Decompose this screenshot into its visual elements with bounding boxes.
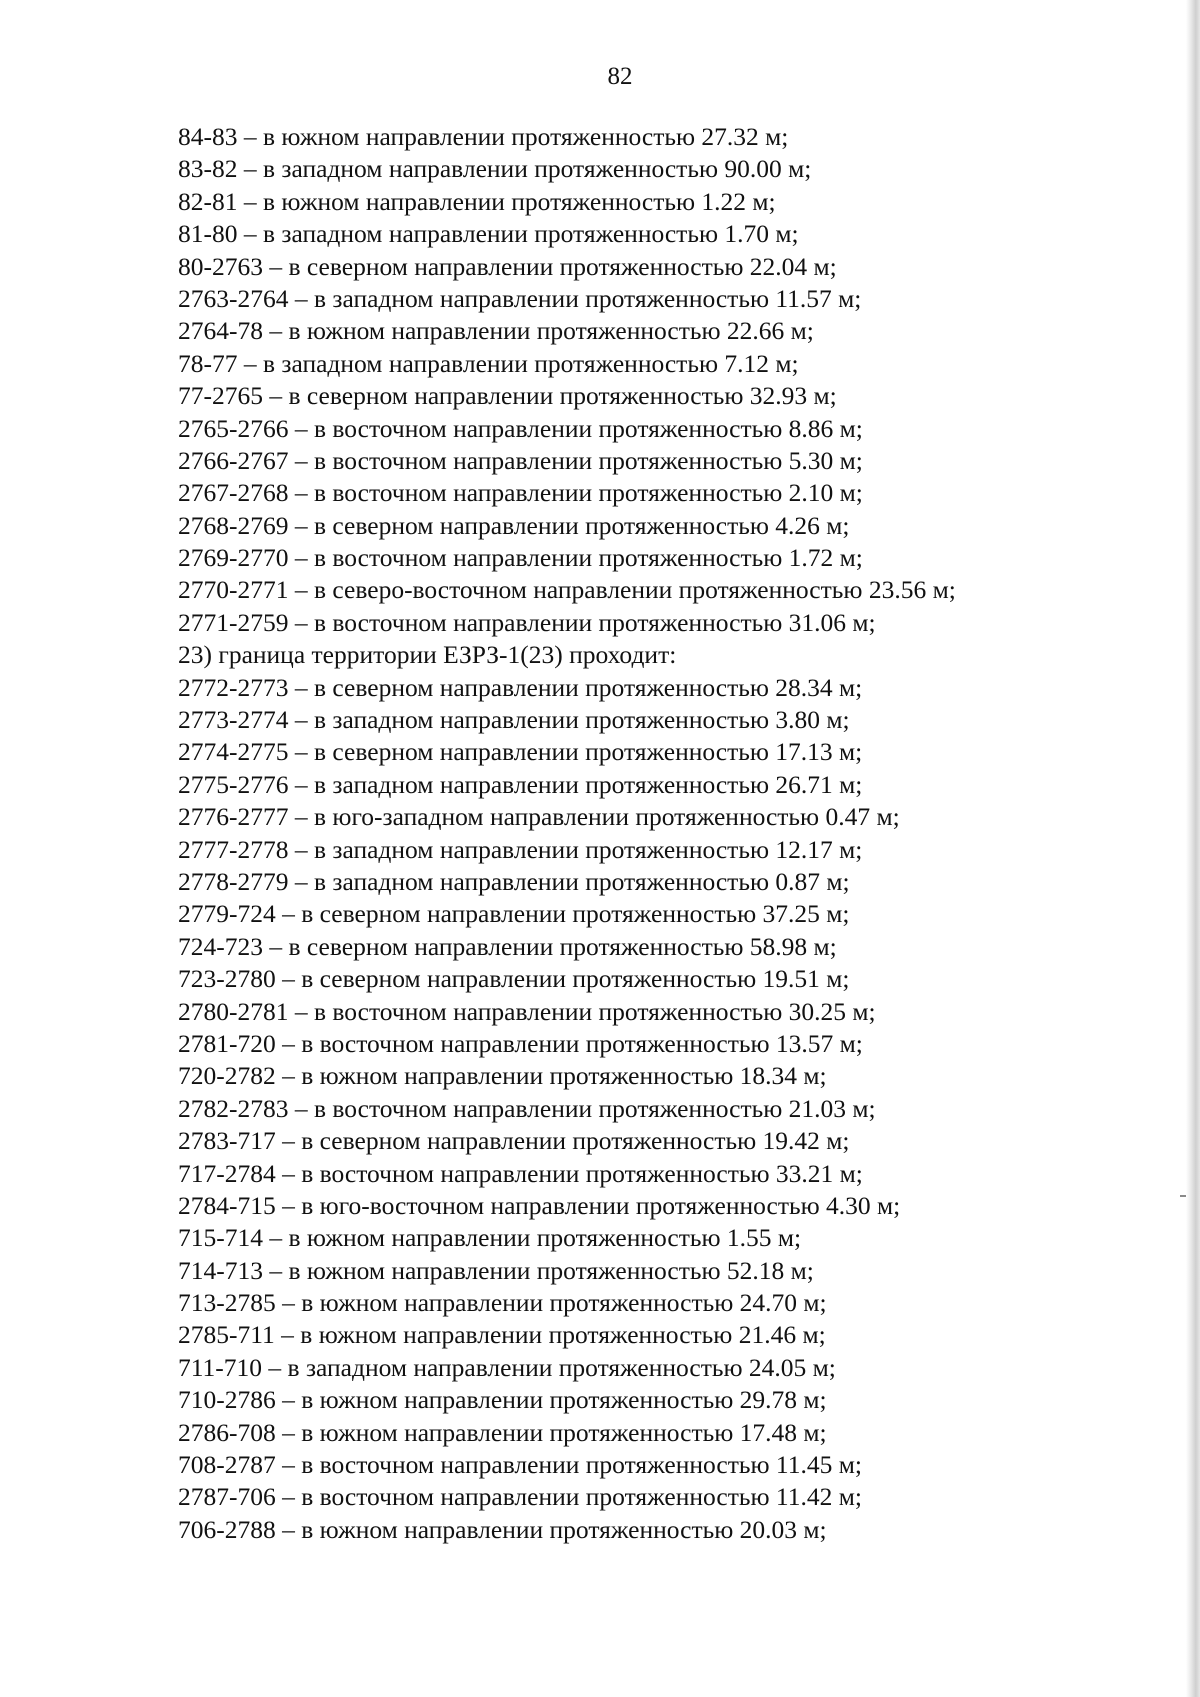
text-line: 708-2787 – в восточном направлении протяженностью 11.45 м; — [178, 1450, 862, 1480]
text-line: 2776-2777 – в юго-западном направлении протяженностью 0.47 м; — [178, 802, 900, 832]
text-line: 84-83 – в южном направлении протяженностью 27.32 м; — [178, 122, 789, 151]
text-line: 2778-2779 – в западном направлении протяженностью 0.87 м; — [178, 866, 850, 896]
text-line: 2769-2770 – в восточном направлении протяженностью 1.72 м; — [178, 543, 863, 573]
text-line: 2780-2781 – в восточном направлении протяженностью 30.25 м; — [178, 996, 876, 1026]
text-line: 713-2785 – в южном направлении протяженностью 24.70 м; — [178, 1288, 827, 1318]
text-line: 2771-2759 – в восточном направлении протяженностью 31.06 м; — [178, 607, 876, 637]
text-line: 2765-2766 – в восточном направлении протяженностью 8.86 м; — [178, 413, 863, 443]
text-line: 81-80 – в западном направлении протяженностью 1.70 м; — [178, 219, 799, 249]
text-line: 715-714 – в южном направлении протяженностью 1.55 м; — [178, 1223, 802, 1253]
text-line: 2785-711 – в южном направлении протяженностью 21.46 м; — [178, 1320, 826, 1350]
text-line: 2764-78 – в южном направлении протяженностью 22.66 м; — [178, 316, 814, 346]
text-line: 2777-2778 – в западном направлении протяженностью 12.17 м; — [178, 834, 863, 864]
text-line: 2768-2769 – в северном направлении протяженностью 4.26 м; — [178, 510, 850, 540]
text-line: 2772-2773 – в северном направлении протяженностью 28.34 м; — [178, 672, 863, 702]
text-line: 711-710 – в западном направлении протяженностью 24.05 м; — [178, 1352, 836, 1382]
text-line: 83-82 – в западном направлении протяженностью 90.00 м; — [178, 154, 812, 184]
text-line: 714-713 – в южном направлении протяженностью 52.18 м; — [178, 1255, 814, 1285]
text-line: 724-723 – в северном направлении протяженностью 58.98 м; — [178, 931, 837, 961]
section-heading: 23) граница территории ЕЗРЗ-1(23) проходит: — [178, 640, 677, 670]
scan-edge-mark — [1180, 1195, 1186, 1197]
boundary-description-list — [178, 121, 1140, 1546]
text-line: 2763-2764 – в западном направлении протяженностью 11.57 м; — [178, 283, 862, 313]
scan-edge-shadow — [1186, 0, 1200, 1697]
text-line: 2781-720 – в восточном направлении протяженностью 13.57 м; — [178, 1028, 863, 1058]
text-line: 2770-2771 – в северо-восточном направлении протяженностью 23.56 м; — [178, 575, 956, 605]
text-line: 2767-2768 – в восточном направлении протяженностью 2.10 м; — [178, 478, 863, 508]
text-line: 2787-706 – в восточном направлении протяженностью 11.42 м; — [178, 1482, 862, 1512]
text-line: 2773-2774 – в западном направлении протяженностью 3.80 м; — [178, 705, 850, 735]
text-line: 720-2782 – в южном направлении протяженностью 18.34 м; — [178, 1061, 827, 1091]
text-line: 706-2788 – в южном направлении протяженностью 20.03 м; — [178, 1514, 827, 1544]
text-line: 82-81 – в южном направлении протяженностью 1.22 м; — [178, 186, 776, 216]
text-line: 2786-708 – в южном направлении протяженностью 17.48 м; — [178, 1417, 827, 1447]
text-line: 723-2780 – в северном направлении протяженностью 19.51 м; — [178, 964, 850, 994]
text-line: 2774-2775 – в северном направлении протяженностью 17.13 м; — [178, 737, 863, 767]
text-line: 710-2786 – в южном направлении протяженностью 29.78 м; — [178, 1385, 827, 1415]
text-line: 2783-717 – в северном направлении протяженностью 19.42 м; — [178, 1126, 850, 1156]
page-number: 82 — [607, 63, 633, 90]
text-line: 2784-715 – в юго-восточном направлении протяженностью 4.30 м; — [178, 1190, 901, 1220]
text-line: 2775-2776 – в западном направлении протяженностью 26.71 м; — [178, 769, 863, 799]
text-line: 717-2784 – в восточном направлении протяженностью 33.21 м; — [178, 1158, 863, 1188]
text-line: 2782-2783 – в восточном направлении протяженностью 21.03 м; — [178, 1093, 876, 1123]
text-line: 77-2765 – в северном направлении протяженностью 32.93 м; — [178, 381, 837, 411]
text-line: 78-77 – в западном направлении протяженностью 7.12 м; — [178, 348, 799, 378]
text-line: 80-2763 – в северном направлении протяженностью 22.04 м; — [178, 251, 837, 281]
text-line: 2766-2767 – в восточном направлении протяженностью 5.30 м; — [178, 445, 863, 475]
text-line: 2779-724 – в северном направлении протяженностью 37.25 м; — [178, 899, 850, 929]
